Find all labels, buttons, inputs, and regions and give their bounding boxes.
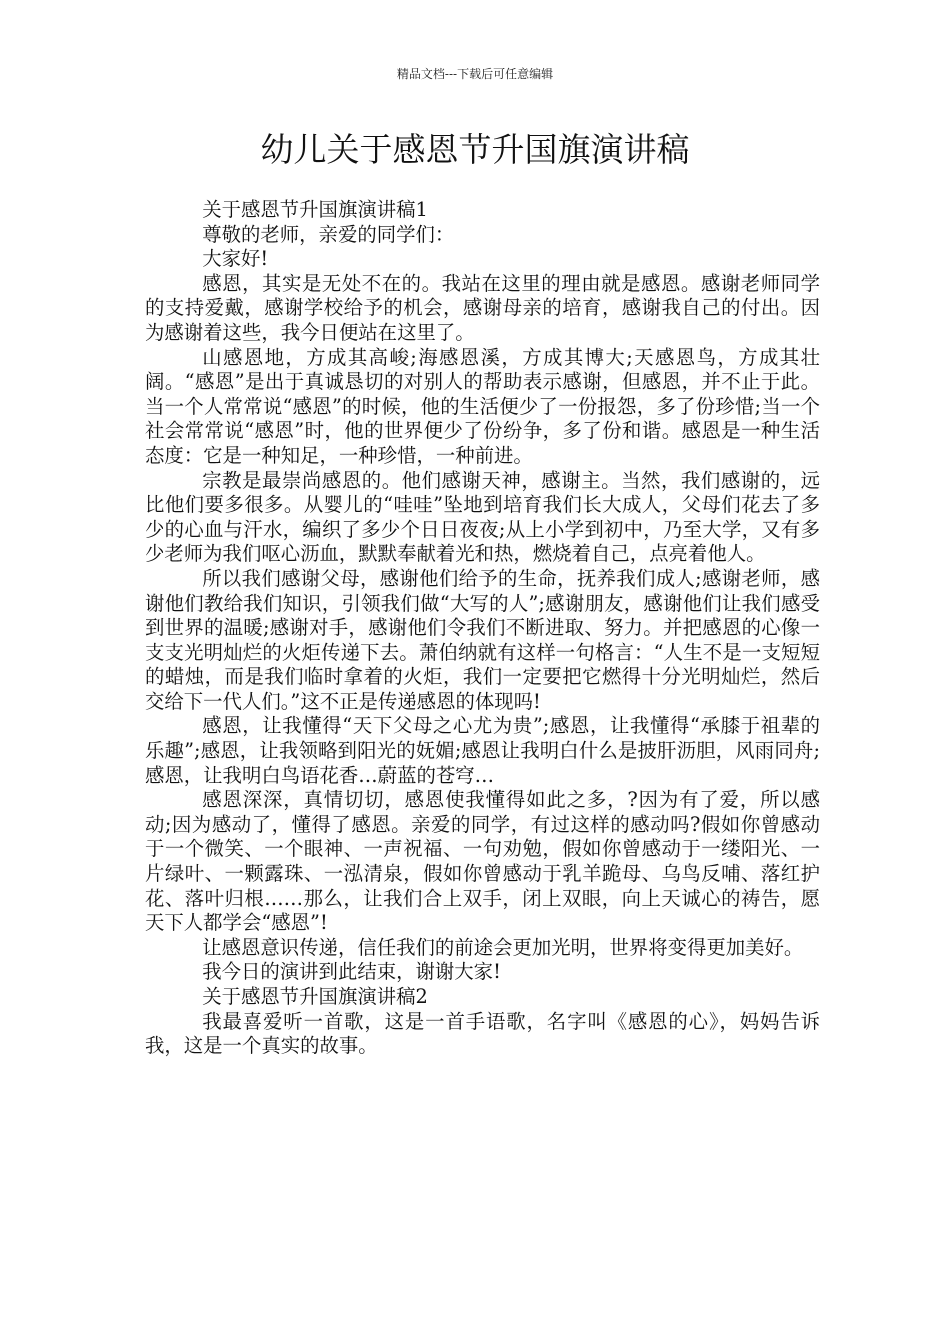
section-heading-1: 关于感恩节升国旗演讲稿1 xyxy=(202,198,428,221)
paragraph: 宗教是最崇尚感恩的。他们感谢天神，感谢主。当然，我们感谢的，远比他们要多很多。从婴儿的“哇哇”坠地到培育我们长大成人，父母们花去了多少的心血与汗水，编织了多少个日日夜夜;从上小学到初中，乃至大学，又有多少老师为我们呕心沥血，默默奉献着光和热，燃烧着自己，点亮着他人。 xyxy=(145,468,820,566)
document-body xyxy=(145,198,820,1059)
paragraph: 让感恩意识传递，信任我们的前途会更加光明，世界将变得更加美好。 xyxy=(202,935,804,959)
paragraph: 所以我们感谢父母，感谢他们给予的生命，抚养我们成人;感谢老师，感谢他们教给我们知识，引领我们做“大写的人”;感谢朋友，感谢他们让我们感受到世界的温暖;感谢对手，感谢他们令我们不断进取、努力。并把感恩的心像一支支光明灿烂的火炬传递下去。萧伯纳就有这样一句格言：“人生不是一支短短的蜡烛，而是我们临时拿着的火炬，我们一定要把它燃得十分光明灿烂，然后交给下一代人们。”这不正是传递感恩的体现吗! xyxy=(145,566,820,713)
paragraph: 我最喜爱听一首歌，这是一首手语歌，名字叫《感恩的心》，妈妈告诉我，这是一个真实的故事。 xyxy=(145,1009,820,1058)
document-title: 幼儿关于感恩节升国旗演讲稿 xyxy=(260,130,690,169)
salutation: 尊敬的老师，亲爱的同学们： xyxy=(202,222,455,246)
paragraph: 感恩，其实是无处不在的。我站在这里的理由就是感恩。感谢老师同学的支持爱戴，感谢学校给予的机会，感谢母亲的培育，感谢我自己的付出。因为感谢着这些，我今日便站在这里了。 xyxy=(145,271,820,344)
section-heading-2: 关于感恩节升国旗演讲稿2 xyxy=(202,985,428,1008)
greeting: 大家好! xyxy=(202,247,269,271)
paragraph: 山感恩地，方成其高峻;海感恩溪，方成其博大;天感恩鸟，方成其壮阔。“感恩”是出于真诚恳切的对别人的帮助表示感谢，但感恩，并不止于此。当一个人常常说“感恩”的时候，他的生活便少了一份报怨，多了份珍惜;当一个社会常常说“感恩”时，他的世界便少了份纷争，多了份和谐。感恩是一种生活态度：它是一种知足，一种珍惜，一种前进。 xyxy=(145,345,820,467)
paragraph: 感恩，让我懂得“天下父母之心尤为贵”;感恩，让我懂得“承膝于祖辈的乐趣”;感恩，让我领略到阳光的妩媚;感恩让我明白什么是披肝沥胆，风雨同舟;感恩，让我明白鸟语花香…蔚蓝的苍穹… xyxy=(145,714,820,787)
closing-line: 我今日的演讲到此结束，谢谢大家! xyxy=(202,960,501,984)
header-note: 精品文档---下载后可任意编辑 xyxy=(396,67,554,81)
paragraph: 感恩深深，真情切切，感恩使我懂得如此之多，?因为有了爱，所以感动;因为感动了，懂得了感恩。亲爱的同学，有过这样的感动吗?假如你曾感动于一个微笑、一个眼神、一声祝福、一句劝勉，假如你曾感动于一缕阳光、一片绿叶、一颗露珠、一泓清泉，假如你曾感动于乳羊跪母、乌鸟反哺、落红护花、落叶归根……那么，让我们合上双手，闭上双眼，向上天诚心的祷告，愿天下人都学会“感恩”! xyxy=(145,788,820,935)
